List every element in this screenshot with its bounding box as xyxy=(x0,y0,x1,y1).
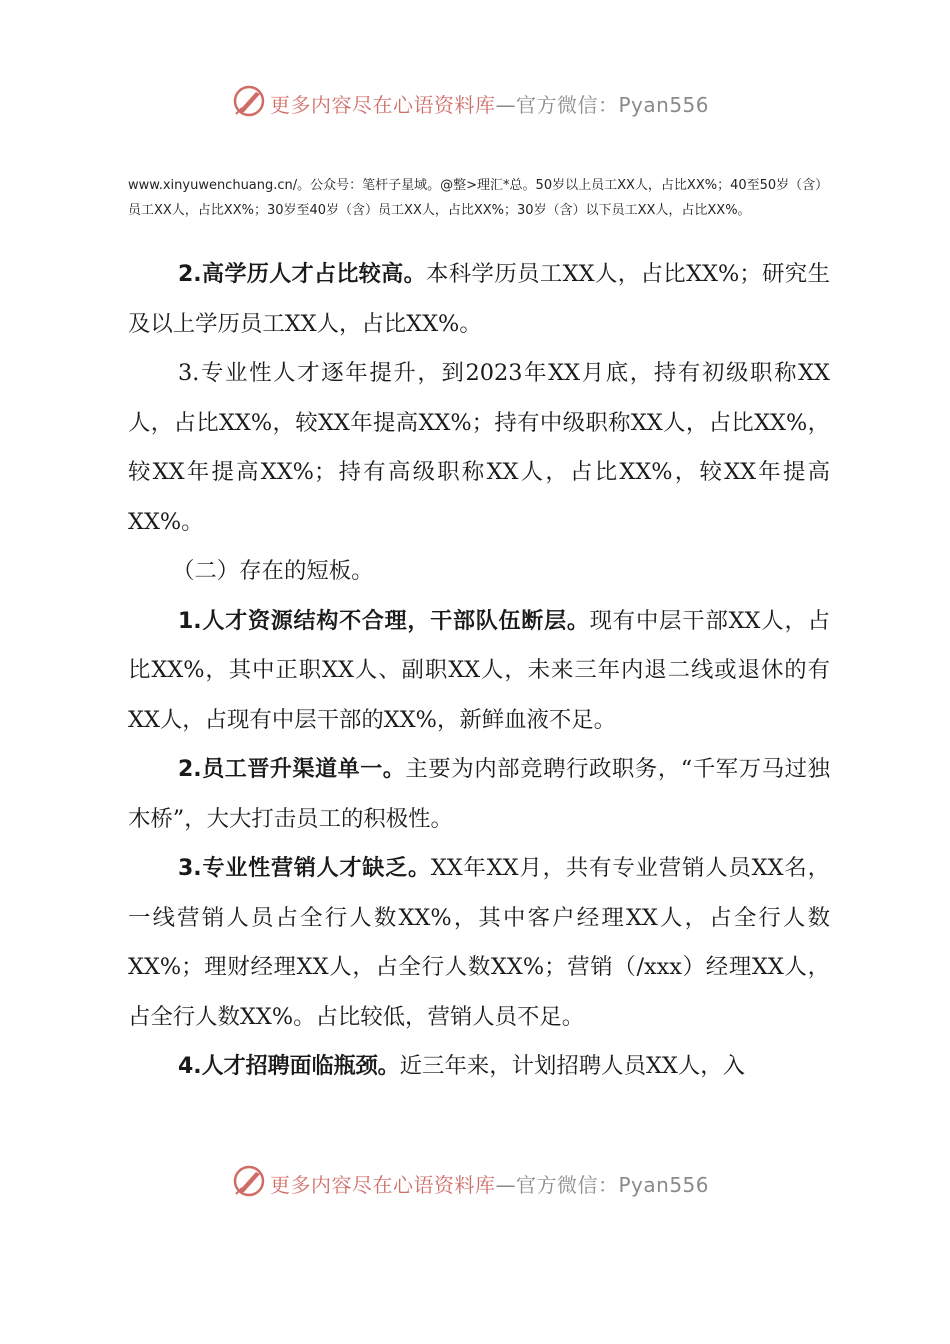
document-body xyxy=(128,250,830,1092)
paragraph-3-heading: 1.人才资源结构不合理，干部队伍断层。 xyxy=(178,608,590,634)
paragraph-5 xyxy=(128,844,830,1042)
header-banner-contact: —官方微信：Pyan556 xyxy=(495,93,710,117)
paragraph-2-text: 3.专业性人才逐年提升，到2023年XX月底，持有初级职称XX人，占比XX%，较XX年提高XX%；持有中级职称XX人，占比XX%，较XX年提高XX%；持有高级职称XX人，占比XX%，较XX年提高XX%。 xyxy=(128,360,830,535)
paragraph-3 xyxy=(128,597,830,746)
paragraph-4-heading: 2.员工晋升渠道单一。 xyxy=(178,757,406,782)
paragraph-2 xyxy=(128,349,830,547)
paragraph-5-text: XX年XX月，共有专业营销人员XX名，一线营销人员占全行人数XX%，其中客户经理XX人，占全行人数XX%；理财经理XX人，占全行人数XX%；营销（/xxx）经理XX人，占全行人数XX%。占比较低，营销人员不足。 xyxy=(128,855,830,1030)
paragraph-5-heading: 3.专业性营销人才缺乏。 xyxy=(178,856,431,881)
section-heading xyxy=(128,547,830,597)
paragraph-3-text: 现有中层干部XX人，占比XX%，其中正职XX人、副职XX人，未来三年内退二线或退休的有XX人，占现有中层干部的XX%，新鲜血液不足。 xyxy=(128,607,830,733)
header-banner-main: 更多内容尽在心语资料库 xyxy=(270,93,496,117)
header-banner xyxy=(0,82,950,122)
footer-banner-main: 更多内容尽在心语资料库 xyxy=(270,1173,496,1197)
footer-banner-contact: —官方微信：Pyan556 xyxy=(495,1173,710,1197)
paragraph-6 xyxy=(128,1042,830,1092)
paragraph-6-text: 近三年来，计划招聘人员XX人，入 xyxy=(399,1053,746,1079)
paragraph-6-heading: 4.人才招聘面临瓶颈。 xyxy=(178,1054,400,1079)
paragraph-1 xyxy=(128,250,830,349)
intro-text: www.xinyuwenchuang.cn/。公众号：笔杆子星域。@整>理汇*总。50岁以上员工XX人，占比XX%；40至50岁（含）员工XX人，占比XX%；30岁至40岁（含）员工XX人，占比XX%；30岁（含）以下员工XX人，占比XX%。 xyxy=(128,178,822,218)
quill-logo-icon xyxy=(232,84,266,118)
footer-banner xyxy=(0,1162,950,1202)
paragraph-4-text: 主要为内部竞聘行政职务，“千军万马过独木桥”，大大打击员工的积极性。 xyxy=(128,756,830,832)
header-banner-text xyxy=(270,89,709,118)
paragraph-1-heading: 2.高学历人才占比较高。 xyxy=(178,262,426,287)
paragraph-1-text: 本科学历员工XX人，占比XX%；研究生及以上学历员工XX人，占比XX%。 xyxy=(128,261,830,337)
section-heading-text: （二）存在的短板。 xyxy=(172,558,374,584)
footer-banner-text xyxy=(270,1169,709,1198)
intro-block xyxy=(128,173,828,223)
quill-logo-icon xyxy=(232,1164,266,1198)
paragraph-4 xyxy=(128,745,830,844)
